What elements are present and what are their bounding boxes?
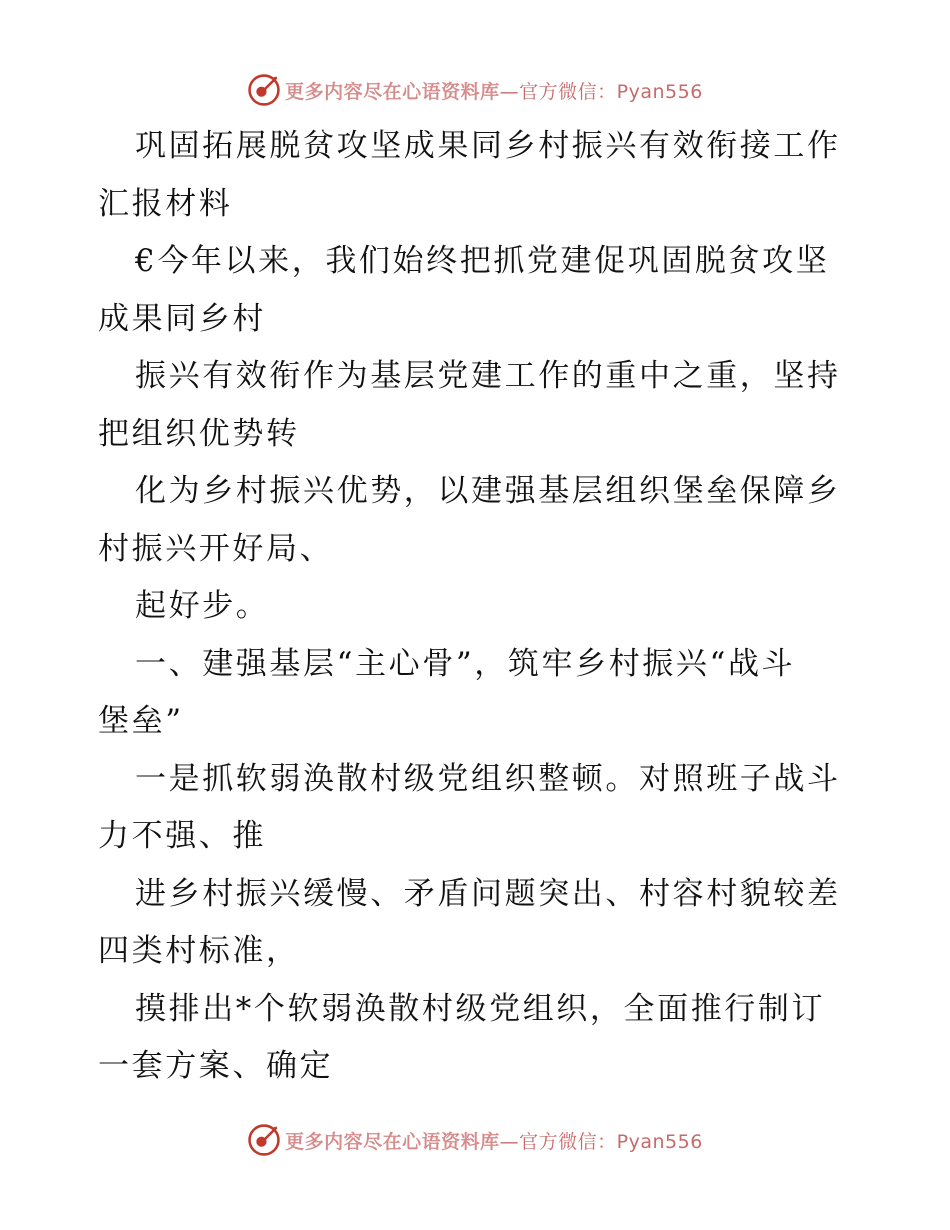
watermark-text (285, 1127, 703, 1154)
quill-logo-icon (247, 73, 281, 107)
paragraph-line: 把组织优势转 (98, 415, 300, 452)
paragraph-line: 村振兴开好局、 (98, 530, 334, 567)
watermark-text (285, 77, 703, 104)
document-body (98, 118, 858, 1096)
watermark-lead: 更多内容尽在心语资料库 (285, 1130, 500, 1153)
paragraph-line: 四类村标准， (98, 933, 300, 969)
watermark-lead: 更多内容尽在心语资料库 (285, 80, 500, 103)
paragraph-line: 起好步。 (135, 588, 270, 624)
paragraph-line: 化为乡村振兴优势，以建强基层组织堡垒保障乡 (135, 473, 841, 509)
paragraph-line: 力不强、推 (98, 818, 266, 854)
paragraph-line: €今年以来，我们始终把抓党建促巩固脱贫攻坚 (135, 243, 830, 279)
title-line-1: 巩固拓展脱贫攻坚成果同乡村振兴有效衔接工作 (135, 128, 841, 164)
title-line-2: 汇报材料 (98, 185, 233, 222)
paragraph-line: 进乡村振兴缓慢、矛盾问题突出、村容村貌较差 (135, 875, 841, 912)
watermark-contact: —官方微信：Pyan556 (499, 1130, 703, 1153)
footer-watermark (0, 1120, 950, 1160)
section-heading-line: 一、建强基层“主心骨”，筑牢乡村振兴“战斗 (135, 645, 796, 682)
paragraph-line: 一是抓软弱涣散村级党组织整顿。对照班子战斗 (135, 760, 841, 797)
quill-logo-icon (247, 1123, 281, 1157)
paragraph-line: 振兴有效衔作为基层党建工作的重中之重，坚持 (135, 358, 841, 394)
paragraph-line: 成果同乡村 (98, 300, 266, 337)
paragraph-line: 摸排出*个软弱涣散村级党组织，全面推行制订 (135, 990, 826, 1027)
header-watermark (0, 70, 950, 110)
section-heading-line: 堡垒” (98, 703, 184, 739)
watermark-contact: —官方微信：Pyan556 (499, 80, 703, 103)
paragraph-line: 一套方案、确定 (98, 1048, 334, 1084)
